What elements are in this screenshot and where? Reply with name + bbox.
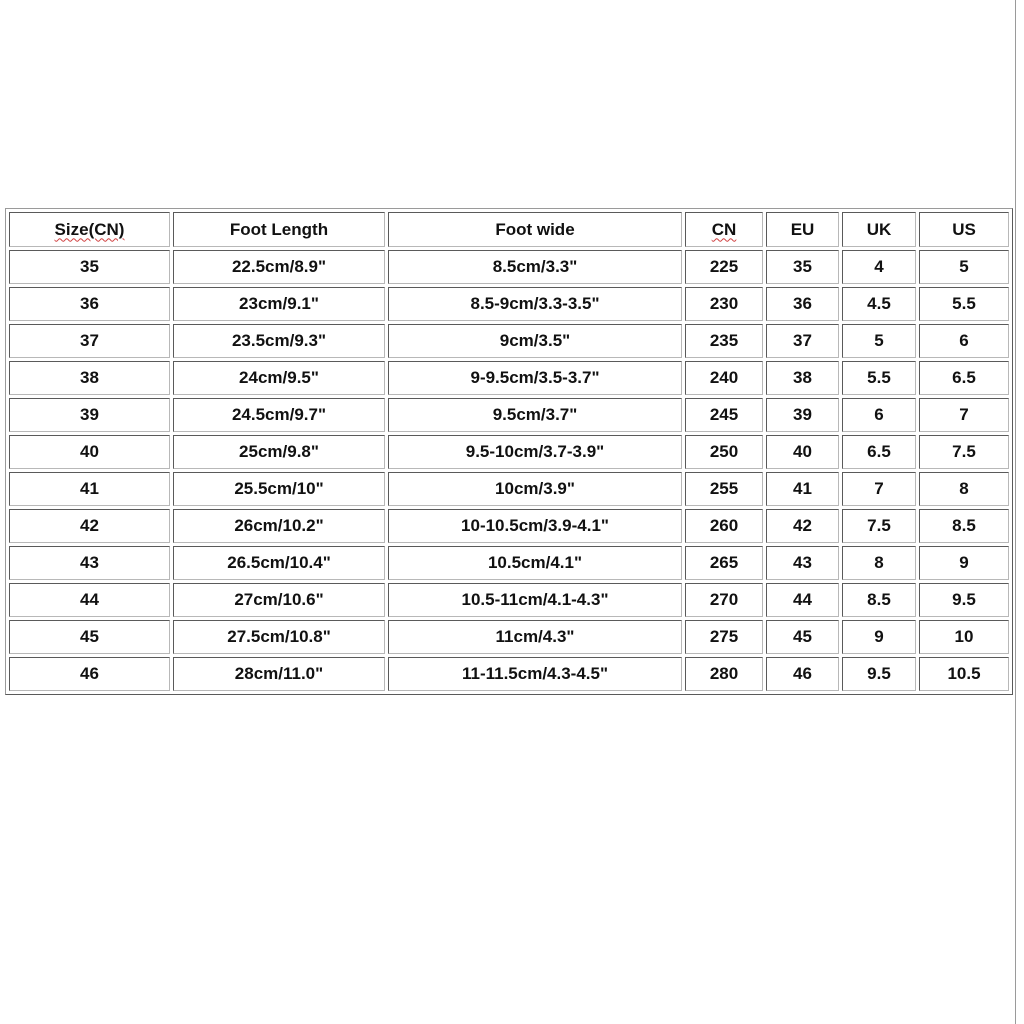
cell-us: 9.5 <box>919 583 1009 617</box>
table-row <box>9 657 1009 691</box>
cell-uk: 8 <box>842 546 916 580</box>
header-foot-length: Foot Length <box>173 212 385 247</box>
cell-size-cn: 37 <box>9 324 170 358</box>
table-row <box>9 435 1009 469</box>
table-row <box>9 583 1009 617</box>
cell-cn: 245 <box>685 398 763 432</box>
cell-us: 8.5 <box>919 509 1009 543</box>
cell-cn: 230 <box>685 287 763 321</box>
cell-uk: 4.5 <box>842 287 916 321</box>
cell-size-cn: 43 <box>9 546 170 580</box>
cell-foot-length: 26.5cm/10.4" <box>173 546 385 580</box>
cell-eu: 42 <box>766 509 839 543</box>
cell-us: 10.5 <box>919 657 1009 691</box>
cell-size-cn: 44 <box>9 583 170 617</box>
cell-eu: 38 <box>766 361 839 395</box>
header-cn <box>685 212 763 247</box>
cell-uk: 4 <box>842 250 916 284</box>
table-row <box>9 546 1009 580</box>
cell-cn: 225 <box>685 250 763 284</box>
cell-foot-wide: 9.5-10cm/3.7-3.9" <box>388 435 682 469</box>
cell-foot-wide: 11-11.5cm/4.3-4.5" <box>388 657 682 691</box>
cell-us: 8 <box>919 472 1009 506</box>
cell-us: 5 <box>919 250 1009 284</box>
cell-size-cn: 46 <box>9 657 170 691</box>
cell-uk: 7.5 <box>842 509 916 543</box>
cell-foot-length: 28cm/11.0" <box>173 657 385 691</box>
header-uk: UK <box>842 212 916 247</box>
cell-cn: 270 <box>685 583 763 617</box>
cell-foot-length: 25cm/9.8" <box>173 435 385 469</box>
cell-cn: 280 <box>685 657 763 691</box>
cell-eu: 40 <box>766 435 839 469</box>
cell-foot-length: 23.5cm/9.3" <box>173 324 385 358</box>
cell-foot-length: 26cm/10.2" <box>173 509 385 543</box>
header-foot-wide: Foot wide <box>388 212 682 247</box>
cell-foot-length: 22.5cm/8.9" <box>173 250 385 284</box>
cell-cn: 255 <box>685 472 763 506</box>
table-row <box>9 620 1009 654</box>
cell-eu: 39 <box>766 398 839 432</box>
cell-uk: 5 <box>842 324 916 358</box>
cell-us: 7.5 <box>919 435 1009 469</box>
cell-us: 9 <box>919 546 1009 580</box>
cell-eu: 46 <box>766 657 839 691</box>
cell-cn: 275 <box>685 620 763 654</box>
cell-eu: 43 <box>766 546 839 580</box>
cell-foot-wide: 9.5cm/3.7" <box>388 398 682 432</box>
cell-uk: 6 <box>842 398 916 432</box>
cell-foot-length: 27cm/10.6" <box>173 583 385 617</box>
cell-size-cn: 42 <box>9 509 170 543</box>
cell-uk: 8.5 <box>842 583 916 617</box>
cell-size-cn: 36 <box>9 287 170 321</box>
header-us: US <box>919 212 1009 247</box>
cell-us: 6 <box>919 324 1009 358</box>
header-size-cn <box>9 212 170 247</box>
cell-foot-wide: 9-9.5cm/3.5-3.7" <box>388 361 682 395</box>
cell-foot-wide: 9cm/3.5" <box>388 324 682 358</box>
header-size-cn-label: Size(CN) <box>54 219 125 239</box>
table-row <box>9 509 1009 543</box>
cell-foot-wide: 10-10.5cm/3.9-4.1" <box>388 509 682 543</box>
header-eu: EU <box>766 212 839 247</box>
cell-size-cn: 40 <box>9 435 170 469</box>
cell-size-cn: 35 <box>9 250 170 284</box>
cell-uk: 6.5 <box>842 435 916 469</box>
cell-cn: 265 <box>685 546 763 580</box>
cell-foot-wide: 10.5-11cm/4.1-4.3" <box>388 583 682 617</box>
cell-eu: 41 <box>766 472 839 506</box>
cell-size-cn: 45 <box>9 620 170 654</box>
cell-foot-wide: 8.5-9cm/3.3-3.5" <box>388 287 682 321</box>
cell-cn: 260 <box>685 509 763 543</box>
cell-foot-wide: 11cm/4.3" <box>388 620 682 654</box>
table-row <box>9 287 1009 321</box>
cell-foot-wide: 8.5cm/3.3" <box>388 250 682 284</box>
cell-size-cn: 41 <box>9 472 170 506</box>
cell-us: 6.5 <box>919 361 1009 395</box>
cell-us: 5.5 <box>919 287 1009 321</box>
cell-eu: 35 <box>766 250 839 284</box>
cell-eu: 45 <box>766 620 839 654</box>
cell-cn: 250 <box>685 435 763 469</box>
table-row <box>9 398 1009 432</box>
cell-foot-length: 25.5cm/10" <box>173 472 385 506</box>
cell-uk: 7 <box>842 472 916 506</box>
cell-eu: 36 <box>766 287 839 321</box>
cell-size-cn: 39 <box>9 398 170 432</box>
cell-size-cn: 38 <box>9 361 170 395</box>
table-row <box>9 472 1009 506</box>
cell-uk: 5.5 <box>842 361 916 395</box>
right-edge-line <box>1015 0 1016 1024</box>
table-row <box>9 250 1009 284</box>
cell-us: 7 <box>919 398 1009 432</box>
table-row <box>9 324 1009 358</box>
cell-uk: 9 <box>842 620 916 654</box>
cell-uk: 9.5 <box>842 657 916 691</box>
size-chart-table <box>5 208 1013 695</box>
cell-cn: 240 <box>685 361 763 395</box>
header-row <box>9 212 1009 247</box>
cell-us: 10 <box>919 620 1009 654</box>
cell-foot-length: 24cm/9.5" <box>173 361 385 395</box>
cell-foot-length: 24.5cm/9.7" <box>173 398 385 432</box>
cell-eu: 44 <box>766 583 839 617</box>
table-row <box>9 361 1009 395</box>
cell-cn: 235 <box>685 324 763 358</box>
cell-foot-wide: 10cm/3.9" <box>388 472 682 506</box>
cell-foot-length: 27.5cm/10.8" <box>173 620 385 654</box>
table-body <box>9 250 1009 691</box>
header-cn-label: CN <box>711 219 737 239</box>
cell-eu: 37 <box>766 324 839 358</box>
cell-foot-wide: 10.5cm/4.1" <box>388 546 682 580</box>
cell-foot-length: 23cm/9.1" <box>173 287 385 321</box>
